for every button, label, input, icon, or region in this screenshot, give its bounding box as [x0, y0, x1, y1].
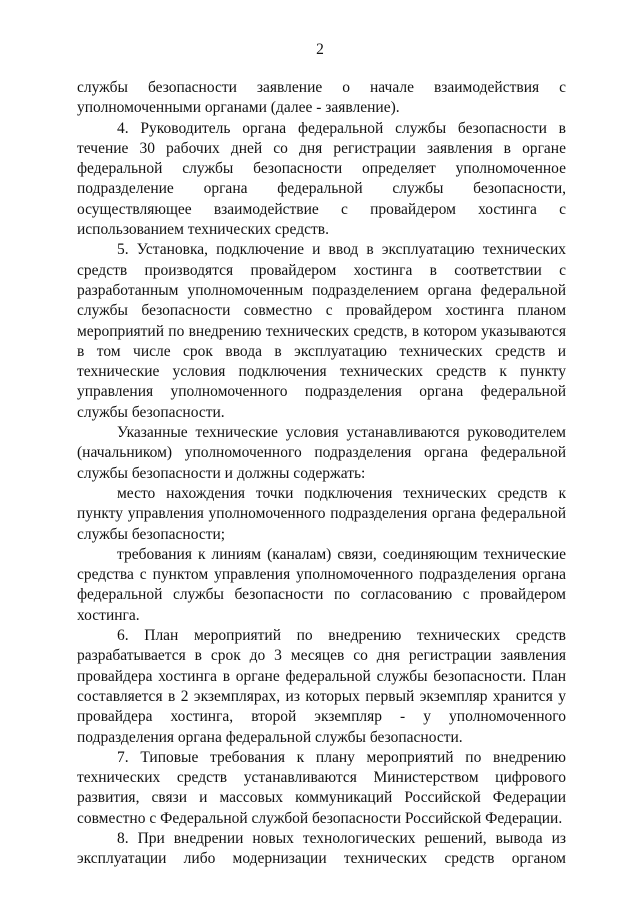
paragraph: Указанные технические условия устанавливаются руководителем (начальником) уполномоченного подразделения органа федеральной службы безопасности и должны содержать:: [77, 424, 566, 482]
document-body: [77, 78, 566, 870]
paragraph: место нахождения точки подключения технических средств к пункту управления уполномоченного подразделения органа федеральной службы безопасности;: [77, 484, 566, 543]
paragraph: 6. План мероприятий по внедрению технических средств разрабатывается в срок до 3 месяцев со дня регистрации заявления провайдера хостинга в органе федеральной службы безопасности. План составляется в 2 экземплярах, из которых первый экземпляр хранится у провайдера хостинга, второй экземпляр - у уполномоченного подразделения органа федеральной службы безопасности.: [77, 627, 566, 746]
paragraph: 4. Руководитель органа федеральной службы безопасности в течение 30 рабочих дней со дня регистрации заявления в органе федеральной службы безопасности определяет уполномоченное подразделение органа федеральной службы безопасности, осуществляющее взаимодействие с провайдером хостинга с использованием технических средств.: [77, 119, 566, 239]
page-number: 2: [316, 41, 324, 58]
paragraph: службы безопасности заявление о начале взаимодействия с уполномоченными органами (далее - заявление).: [77, 79, 566, 117]
paragraph: 8. При внедрении новых технологических решений, вывода из эксплуатации либо модернизации технических средств органом: [77, 829, 566, 868]
paragraph: 5. Установка, подключение и ввод в эксплуатацию технических средств производятся провайдером хостинга в соответствии с разработанным уполномоченным подразделением органа федеральной службы безопасности совместно с провайдером хостинга планом мероприятий по внедрению технических средств, в котором указываются в том числе срок ввода в эксплуатацию технических средств и технические условия подключения технических средств к пункту управления уполномоченного подразделения органа федеральной службы безопасности.: [77, 241, 566, 421]
paragraph: 7. Типовые требования к плану мероприятий по внедрению технических средств устанавливаются Министерством цифрового развития, связи и массовых коммуникаций Российской Федерации совместно с Федеральной службой безопасности Российской Федерации.: [77, 748, 566, 827]
paragraph: требования к линиям (каналам) связи, соединяющим технические средства с пунктом управления уполномоченного подразделения органа федеральной службы безопасности по согласованию с провайдером хостинга.: [77, 545, 566, 624]
